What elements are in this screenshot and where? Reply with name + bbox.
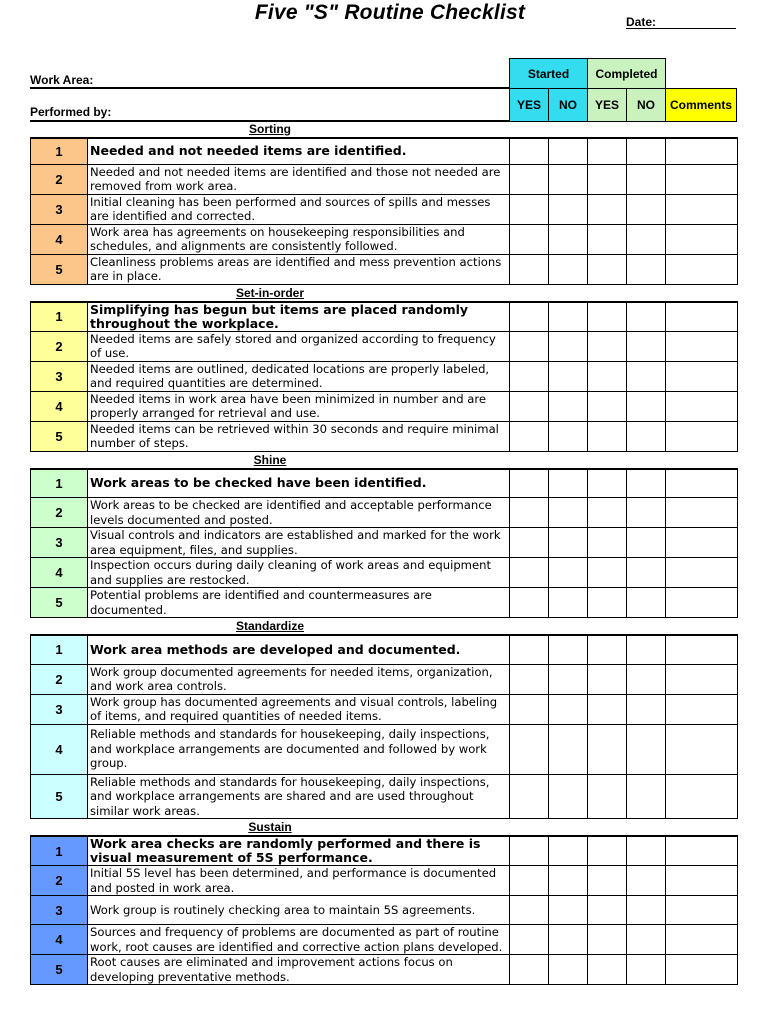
started-no-header: NO bbox=[548, 88, 588, 122]
item-number: 2 bbox=[31, 498, 88, 528]
item-number: 4 bbox=[31, 224, 88, 254]
comments-cell[interactable] bbox=[666, 866, 738, 896]
started-yes-cell[interactable] bbox=[510, 302, 549, 332]
comments-cell[interactable] bbox=[666, 836, 738, 866]
table-row bbox=[31, 694, 738, 724]
table-row bbox=[31, 224, 738, 254]
section-row bbox=[31, 284, 738, 302]
completed-no-cell[interactable] bbox=[627, 331, 666, 361]
completed-yes-cell[interactable] bbox=[588, 694, 627, 724]
section-filler bbox=[510, 451, 738, 469]
completed-no-cell[interactable] bbox=[627, 194, 666, 224]
comments-cell[interactable] bbox=[666, 724, 738, 774]
started-no-cell[interactable] bbox=[549, 138, 588, 164]
completed-yes-cell[interactable] bbox=[588, 164, 627, 194]
completed-yes-cell[interactable] bbox=[588, 224, 627, 254]
comments-cell[interactable] bbox=[666, 694, 738, 724]
table-row bbox=[31, 138, 738, 164]
section-filler bbox=[510, 121, 738, 138]
table-row bbox=[31, 896, 738, 925]
completed-yes-cell[interactable] bbox=[588, 955, 627, 985]
completed-no-cell[interactable] bbox=[627, 588, 666, 618]
item-number: 1 bbox=[31, 138, 88, 164]
table-row bbox=[31, 528, 738, 558]
started-no-cell[interactable] bbox=[549, 694, 588, 724]
completed-no-cell[interactable] bbox=[627, 528, 666, 558]
comments-cell[interactable] bbox=[666, 421, 738, 451]
started-yes-cell[interactable] bbox=[510, 664, 549, 694]
started-yes-cell[interactable] bbox=[510, 896, 549, 925]
completed-yes-cell[interactable] bbox=[588, 498, 627, 528]
section-row bbox=[31, 451, 738, 469]
started-no-cell[interactable] bbox=[549, 361, 588, 391]
comments-cell[interactable] bbox=[666, 391, 738, 421]
item-description: Work area methods are developed and documented. bbox=[88, 635, 510, 664]
completed-yes-cell[interactable] bbox=[588, 664, 627, 694]
completed-yes-cell[interactable] bbox=[588, 331, 627, 361]
started-no-cell[interactable] bbox=[549, 224, 588, 254]
completed-no-cell[interactable] bbox=[627, 635, 666, 664]
completed-yes-cell[interactable] bbox=[588, 558, 627, 588]
item-description: Simplifying has begun but items are placed randomly throughout the workplace. bbox=[88, 302, 510, 332]
table-row bbox=[31, 635, 738, 664]
item-description: Work group is routinely checking area to maintain 5S agreements. bbox=[88, 896, 510, 925]
completed-yes-cell[interactable] bbox=[588, 836, 627, 866]
item-description: Initial cleaning has been performed and sources of spills and messes are identified and corrected. bbox=[88, 194, 510, 224]
completed-yes-cell[interactable] bbox=[588, 896, 627, 925]
table-row bbox=[31, 955, 738, 985]
started-yes-cell[interactable] bbox=[510, 955, 549, 985]
started-no-cell[interactable] bbox=[549, 866, 588, 896]
section-title: Set-in-order bbox=[31, 284, 510, 302]
item-number: 5 bbox=[31, 421, 88, 451]
started-no-cell[interactable] bbox=[549, 664, 588, 694]
started-no-cell[interactable] bbox=[549, 955, 588, 985]
comments-cell[interactable] bbox=[666, 896, 738, 925]
completed-no-cell[interactable] bbox=[627, 896, 666, 925]
page-title: Five "S" Routine Checklist bbox=[254, 1, 526, 24]
comments-cell[interactable] bbox=[666, 194, 738, 224]
item-description: Potential problems are identified and countermeasures are documented. bbox=[88, 588, 510, 618]
item-number: 4 bbox=[31, 925, 88, 955]
comments-cell[interactable] bbox=[666, 588, 738, 618]
comments-cell[interactable] bbox=[666, 955, 738, 985]
completed-no-header: NO bbox=[626, 88, 666, 122]
completed-yes-cell[interactable] bbox=[588, 724, 627, 774]
completed-header: Completed bbox=[587, 58, 666, 89]
completed-yes-cell[interactable] bbox=[588, 588, 627, 618]
started-yes-cell[interactable] bbox=[510, 498, 549, 528]
started-yes-cell[interactable] bbox=[510, 469, 549, 498]
item-number: 2 bbox=[31, 866, 88, 896]
completed-no-cell[interactable] bbox=[627, 925, 666, 955]
section-row bbox=[31, 819, 738, 837]
started-no-cell[interactable] bbox=[549, 302, 588, 332]
date-field[interactable] bbox=[626, 11, 736, 29]
item-description: Sources and frequency of problems are documented as part of routine work, root causes are identified and corrective action plans developed. bbox=[88, 925, 510, 955]
item-description: Needed items are safely stored and organized according to frequency of use. bbox=[88, 331, 510, 361]
table-row bbox=[31, 836, 738, 866]
started-yes-cell[interactable] bbox=[510, 836, 549, 866]
completed-yes-cell[interactable] bbox=[588, 391, 627, 421]
comments-header: Comments bbox=[665, 88, 737, 122]
comments-cell[interactable] bbox=[666, 528, 738, 558]
started-yes-cell[interactable] bbox=[510, 588, 549, 618]
completed-no-cell[interactable] bbox=[627, 254, 666, 284]
started-no-cell[interactable] bbox=[549, 588, 588, 618]
item-description: Needed and not needed items are identified and those not needed are removed from work area. bbox=[88, 164, 510, 194]
item-description: Inspection occurs during daily cleaning of work areas and equipment and supplies are restocked. bbox=[88, 558, 510, 588]
item-description: Needed and not needed items are identified. bbox=[88, 138, 510, 164]
item-number: 3 bbox=[31, 896, 88, 925]
comments-cell[interactable] bbox=[666, 558, 738, 588]
started-no-cell[interactable] bbox=[549, 724, 588, 774]
table-row bbox=[31, 498, 738, 528]
item-description: Root causes are eliminated and improvement actions focus on developing preventative methods. bbox=[88, 955, 510, 985]
item-number: 4 bbox=[31, 558, 88, 588]
started-yes-cell[interactable] bbox=[510, 254, 549, 284]
started-no-cell[interactable] bbox=[549, 498, 588, 528]
completed-no-cell[interactable] bbox=[627, 774, 666, 819]
item-number: 5 bbox=[31, 254, 88, 284]
comments-cell[interactable] bbox=[666, 224, 738, 254]
completed-no-cell[interactable] bbox=[627, 558, 666, 588]
date-label: Date: bbox=[626, 15, 657, 29]
completed-no-cell[interactable] bbox=[627, 421, 666, 451]
started-no-cell[interactable] bbox=[549, 254, 588, 284]
started-yes-cell[interactable] bbox=[510, 331, 549, 361]
completed-no-cell[interactable] bbox=[627, 498, 666, 528]
completed-no-cell[interactable] bbox=[627, 391, 666, 421]
table-row bbox=[31, 391, 738, 421]
item-number: 3 bbox=[31, 361, 88, 391]
item-description: Cleanliness problems areas are identified and mess prevention actions are in place. bbox=[88, 254, 510, 284]
table-row bbox=[31, 421, 738, 451]
started-no-cell[interactable] bbox=[549, 331, 588, 361]
completed-yes-cell[interactable] bbox=[588, 302, 627, 332]
completed-yes-cell[interactable] bbox=[588, 138, 627, 164]
completed-yes-cell[interactable] bbox=[588, 254, 627, 284]
section-filler bbox=[510, 819, 738, 837]
item-number: 1 bbox=[31, 836, 88, 866]
item-number: 1 bbox=[31, 635, 88, 664]
started-header: Started bbox=[509, 58, 588, 89]
completed-no-cell[interactable] bbox=[627, 138, 666, 164]
completed-yes-cell[interactable] bbox=[588, 469, 627, 498]
comments-cell[interactable] bbox=[666, 664, 738, 694]
table-row bbox=[31, 724, 738, 774]
work-area-label: Work Area: bbox=[30, 73, 94, 87]
table-row bbox=[31, 774, 738, 819]
comments-cell[interactable] bbox=[666, 925, 738, 955]
started-yes-cell[interactable] bbox=[510, 224, 549, 254]
started-yes-header: YES bbox=[509, 88, 549, 122]
item-number: 4 bbox=[31, 391, 88, 421]
completed-no-cell[interactable] bbox=[627, 955, 666, 985]
comments-cell[interactable] bbox=[666, 138, 738, 164]
item-description: Work group has documented agreements and visual controls, labeling of items, and required quantities of needed items. bbox=[88, 694, 510, 724]
started-yes-cell[interactable] bbox=[510, 421, 549, 451]
completed-yes-cell[interactable] bbox=[588, 774, 627, 819]
comments-cell[interactable] bbox=[666, 361, 738, 391]
item-description: Work areas to be checked have been identified. bbox=[88, 469, 510, 498]
table-row bbox=[31, 664, 738, 694]
started-yes-cell[interactable] bbox=[510, 866, 549, 896]
started-no-cell[interactable] bbox=[549, 194, 588, 224]
completed-no-cell[interactable] bbox=[627, 664, 666, 694]
item-number: 1 bbox=[31, 469, 88, 498]
table-row bbox=[31, 469, 738, 498]
table-row bbox=[31, 331, 738, 361]
started-yes-cell[interactable] bbox=[510, 138, 549, 164]
section-title: Standardize bbox=[31, 618, 510, 636]
item-description: Needed items in work area have been minimized in number and are properly arranged for retrieval and use. bbox=[88, 391, 510, 421]
checklist-table bbox=[30, 121, 738, 985]
completed-no-cell[interactable] bbox=[627, 866, 666, 896]
completed-yes-cell[interactable] bbox=[588, 528, 627, 558]
table-row bbox=[31, 254, 738, 284]
completed-no-cell[interactable] bbox=[627, 694, 666, 724]
completed-yes-cell[interactable] bbox=[588, 194, 627, 224]
started-no-cell[interactable] bbox=[549, 635, 588, 664]
started-yes-cell[interactable] bbox=[510, 925, 549, 955]
item-description: Work group documented agreements for needed items, organization, and work area controls. bbox=[88, 664, 510, 694]
started-yes-cell[interactable] bbox=[510, 391, 549, 421]
started-yes-cell[interactable] bbox=[510, 164, 549, 194]
item-description: Work area checks are randomly performed and there is visual measurement of 5S performance. bbox=[88, 836, 510, 866]
item-number: 2 bbox=[31, 164, 88, 194]
started-no-cell[interactable] bbox=[549, 925, 588, 955]
item-number: 1 bbox=[31, 302, 88, 332]
comments-cell[interactable] bbox=[666, 469, 738, 498]
item-number: 3 bbox=[31, 528, 88, 558]
started-no-cell[interactable] bbox=[549, 469, 588, 498]
started-no-cell[interactable] bbox=[549, 896, 588, 925]
item-description: Work area has agreements on housekeeping responsibilities and schedules, and alignments are consistently followed. bbox=[88, 224, 510, 254]
section-filler bbox=[510, 618, 738, 636]
section-title: Sorting bbox=[31, 121, 510, 138]
comments-cell[interactable] bbox=[666, 635, 738, 664]
item-description: Needed items can be retrieved within 30 seconds and require minimal number of steps. bbox=[88, 421, 510, 451]
table-row bbox=[31, 588, 738, 618]
item-description: Visual controls and indicators are established and marked for the work area equipment, files, and supplies. bbox=[88, 528, 510, 558]
started-yes-cell[interactable] bbox=[510, 558, 549, 588]
table-row bbox=[31, 866, 738, 896]
performed-by-label: Performed by: bbox=[30, 105, 112, 119]
table-row bbox=[31, 361, 738, 391]
item-description: Needed items are outlined, dedicated locations are properly labeled, and required quantities are determined. bbox=[88, 361, 510, 391]
comments-cell[interactable] bbox=[666, 331, 738, 361]
section-row bbox=[31, 121, 738, 138]
completed-no-cell[interactable] bbox=[627, 469, 666, 498]
work-area-line bbox=[30, 87, 509, 89]
section-title: Sustain bbox=[31, 819, 510, 837]
section-title: Shine bbox=[31, 451, 510, 469]
started-yes-cell[interactable] bbox=[510, 694, 549, 724]
completed-yes-cell[interactable] bbox=[588, 635, 627, 664]
completed-no-cell[interactable] bbox=[627, 224, 666, 254]
item-number: 4 bbox=[31, 724, 88, 774]
section-row bbox=[31, 618, 738, 636]
completed-no-cell[interactable] bbox=[627, 302, 666, 332]
started-yes-cell[interactable] bbox=[510, 774, 549, 819]
item-number: 3 bbox=[31, 194, 88, 224]
started-no-cell[interactable] bbox=[549, 164, 588, 194]
completed-no-cell[interactable] bbox=[627, 361, 666, 391]
item-number: 2 bbox=[31, 664, 88, 694]
comments-cell[interactable] bbox=[666, 254, 738, 284]
item-description: Reliable methods and standards for housekeeping, daily inspections, and workplace arrangements are documented and followed by work group. bbox=[88, 724, 510, 774]
completed-no-cell[interactable] bbox=[627, 724, 666, 774]
completed-yes-cell[interactable] bbox=[588, 421, 627, 451]
item-number: 2 bbox=[31, 331, 88, 361]
completed-no-cell[interactable] bbox=[627, 164, 666, 194]
item-description: Work areas to be checked are identified and acceptable performance levels documented and posted. bbox=[88, 498, 510, 528]
comments-cell[interactable] bbox=[666, 498, 738, 528]
started-yes-cell[interactable] bbox=[510, 528, 549, 558]
started-no-cell[interactable] bbox=[549, 391, 588, 421]
table-row bbox=[31, 194, 738, 224]
started-no-cell[interactable] bbox=[549, 558, 588, 588]
started-yes-cell[interactable] bbox=[510, 724, 549, 774]
started-yes-cell[interactable] bbox=[510, 361, 549, 391]
table-row bbox=[31, 925, 738, 955]
started-yes-cell[interactable] bbox=[510, 194, 549, 224]
section-filler bbox=[510, 284, 738, 302]
completed-yes-cell[interactable] bbox=[588, 925, 627, 955]
started-no-cell[interactable] bbox=[549, 421, 588, 451]
completed-yes-header: YES bbox=[587, 88, 627, 122]
table-row bbox=[31, 164, 738, 194]
completed-yes-cell[interactable] bbox=[588, 361, 627, 391]
item-number: 5 bbox=[31, 955, 88, 985]
table-row bbox=[31, 302, 738, 332]
table-row bbox=[31, 558, 738, 588]
started-yes-cell[interactable] bbox=[510, 635, 549, 664]
started-no-cell[interactable] bbox=[549, 836, 588, 866]
comments-cell[interactable] bbox=[666, 774, 738, 819]
item-description: Reliable methods and standards for housekeeping, daily inspections, and workplace arrangements are shared and are used throughout similar work areas. bbox=[88, 774, 510, 819]
item-number: 3 bbox=[31, 694, 88, 724]
comments-cell[interactable] bbox=[666, 302, 738, 332]
item-number: 5 bbox=[31, 774, 88, 819]
started-no-cell[interactable] bbox=[549, 528, 588, 558]
item-description: Initial 5S level has been determined, and performance is documented and posted in work area. bbox=[88, 866, 510, 896]
completed-yes-cell[interactable] bbox=[588, 866, 627, 896]
comments-cell[interactable] bbox=[666, 164, 738, 194]
item-number: 5 bbox=[31, 588, 88, 618]
completed-no-cell[interactable] bbox=[627, 836, 666, 866]
started-no-cell[interactable] bbox=[549, 774, 588, 819]
